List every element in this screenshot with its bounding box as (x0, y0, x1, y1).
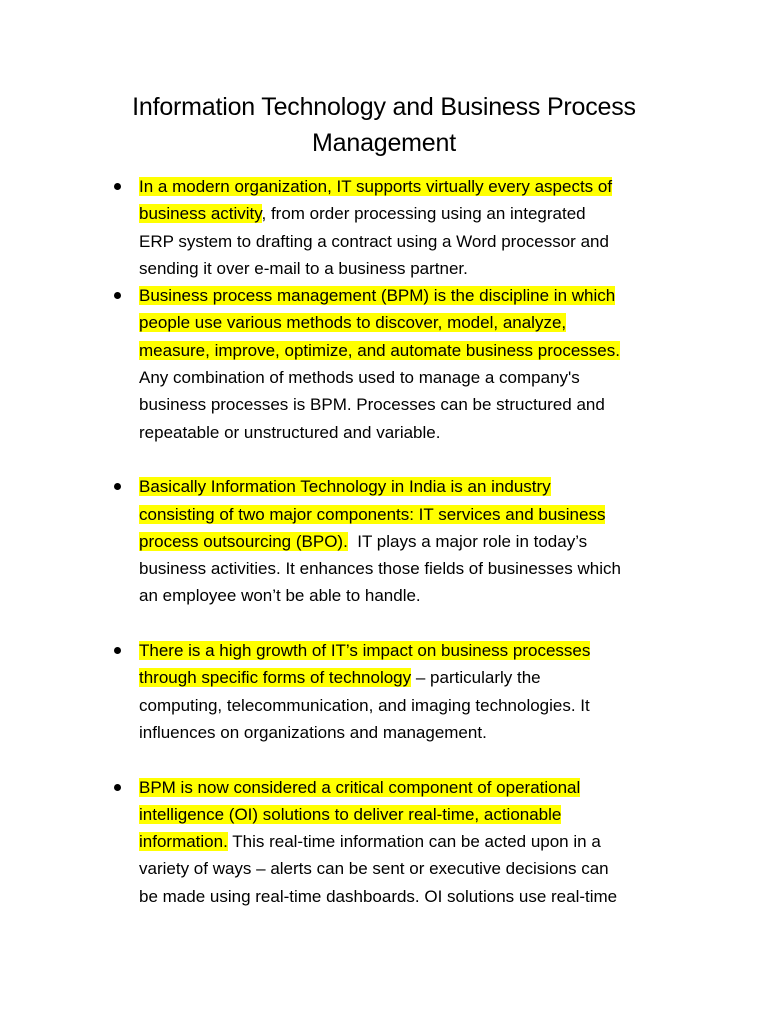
highlighted-text: process outsourcing (BPO). (139, 531, 348, 551)
text-line (139, 364, 672, 391)
body-text: sending it over e-mail to a business partner. (139, 258, 468, 278)
bullet-icon (114, 292, 121, 299)
title-line-2: Management (312, 129, 456, 157)
bullet-item-3 (112, 473, 672, 609)
text-line (139, 664, 672, 691)
body-text: computing, telecommunication, and imaging technologies. It (139, 695, 590, 715)
text-line (139, 309, 672, 336)
body-text: This real-time information can be acted upon in a (227, 832, 601, 852)
bullet-icon (114, 183, 121, 190)
text-line (139, 801, 672, 828)
text-line (139, 774, 672, 801)
text-line (139, 719, 672, 746)
highlighted-text: consisting of two major components: IT services and business (139, 504, 606, 524)
body-text: be made using real-time dashboards. OI solutions use real-time (139, 886, 618, 906)
body-text: ERP system to drafting a contract using a Word processor and (139, 231, 609, 251)
highlighted-text: information. (139, 832, 228, 852)
body-text: an employee won’t be able to handle. (139, 586, 421, 606)
highlighted-text: Business process management (BPM) is the discipline in which (139, 286, 616, 306)
body-text: Any combination of methods used to manage a company's (139, 368, 580, 388)
bullet-icon (114, 483, 121, 490)
title-line-1: Information Technology and Business Process (132, 93, 636, 121)
body-text: repeatable or unstructured and variable. (139, 422, 441, 442)
body-text: variety of ways – alerts can be sent or executive decisions can (139, 859, 609, 879)
text-line (139, 282, 672, 309)
text-line (139, 828, 672, 855)
text-line (139, 228, 672, 255)
bullet-item-4 (112, 637, 672, 746)
body-text: business processes is BPM. Processes can be structured and (139, 395, 605, 415)
body-text: IT plays a major role in today’s (347, 531, 588, 551)
text-line (139, 692, 672, 719)
bullet-list (112, 173, 672, 910)
highlighted-text: business activity (139, 204, 262, 224)
text-line (139, 501, 672, 528)
page-title (60, 89, 708, 161)
bullet-icon (114, 647, 121, 654)
highlighted-text: through specific forms of technology (139, 668, 412, 688)
text-line (139, 337, 672, 364)
text-line (139, 473, 672, 500)
highlighted-text: measure, improve, optimize, and automate business processes. (139, 340, 620, 360)
body-text: , from order processing using an integrated (261, 204, 586, 224)
bullet-item-2 (112, 282, 672, 446)
body-text: influences on organizations and management. (139, 722, 487, 742)
text-line (139, 855, 672, 882)
bullet-icon (114, 784, 121, 791)
highlighted-text: people use various methods to discover, model, analyze, (139, 313, 567, 333)
text-line (139, 173, 672, 200)
text-line (139, 391, 672, 418)
text-line (139, 528, 672, 555)
text-line (139, 582, 672, 609)
text-line (139, 200, 672, 227)
text-line (139, 637, 672, 664)
bullet-item-5 (112, 774, 672, 910)
text-line (139, 555, 672, 582)
highlighted-text: There is a high growth of IT’s impact on business processes (139, 641, 591, 661)
highlighted-text: intelligence (OI) solutions to deliver real-time, actionable (139, 804, 562, 824)
text-line (139, 255, 672, 282)
highlighted-text: BPM is now considered a critical component of operational (139, 777, 581, 797)
bullet-item-1 (112, 173, 672, 282)
text-line (139, 883, 672, 910)
text-line (139, 419, 672, 446)
highlighted-text: Basically Information Technology in India is an industry (139, 477, 551, 497)
body-text: – particularly the (411, 668, 541, 688)
body-text: business activities. It enhances those fields of businesses which (139, 559, 621, 579)
highlighted-text: In a modern organization, IT supports virtually every aspects of (139, 177, 613, 196)
